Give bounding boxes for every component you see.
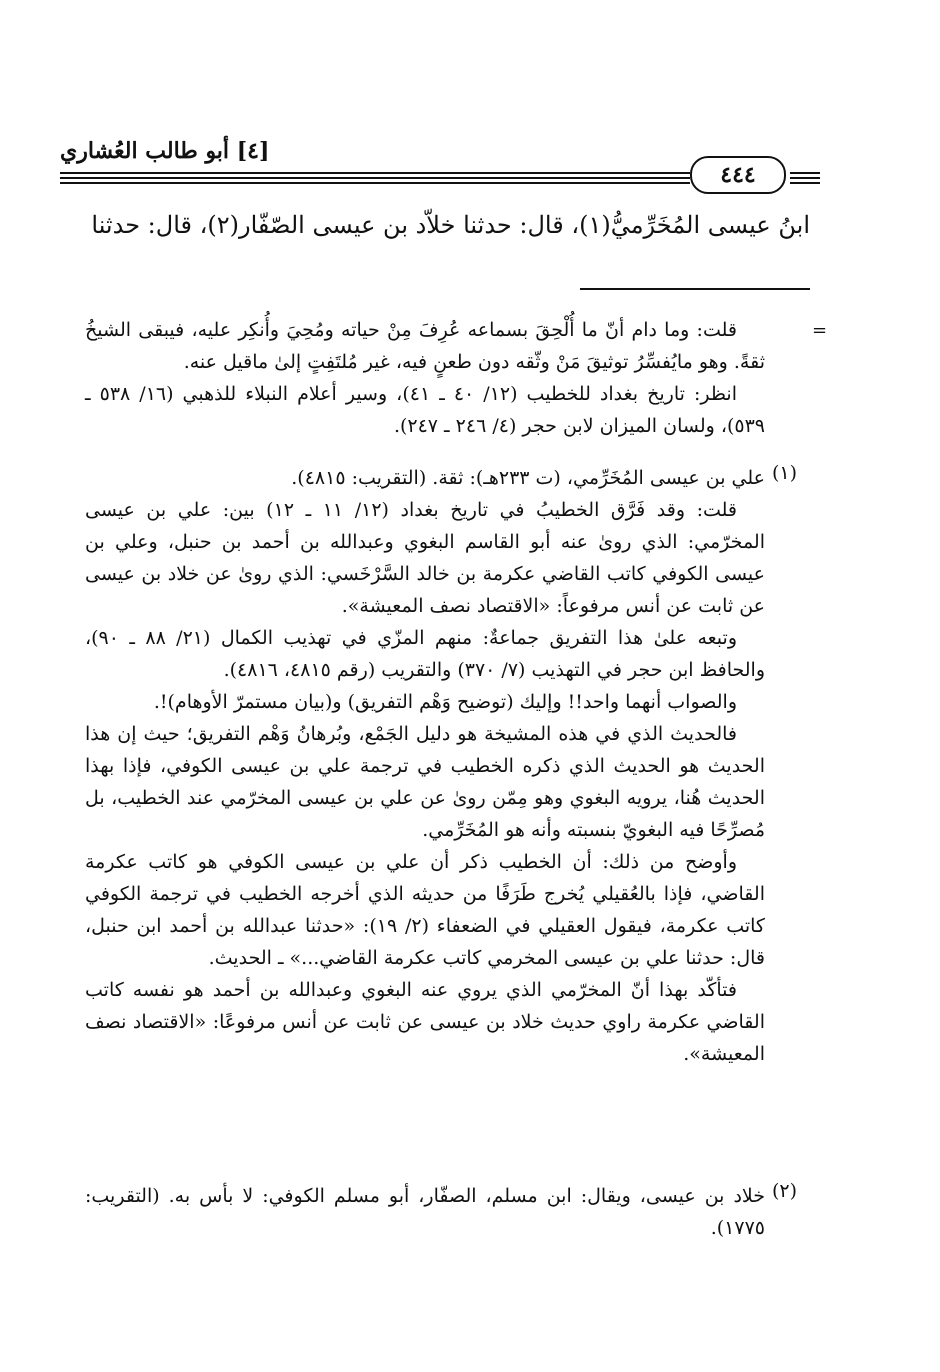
- footnote-paragraph: وأوضح من ذلك: أن الخطيب ذكر أن علي بن عيسى الكوفي هو كاتب عكرمة القاضي، فإذا بالعُقيلي يُخرج طَرَفًا من حديثه الذي أخرجه الخطيب في ترجمة الكوفي كاتب عكرمة، فيقول العقيلي في الضعفاء (٢/ ١٩): «حدثنا عبدالله بن أحمد ابن حنبل، قال: حدثنا علي بن عيسى المخرمي كاتب عكرمة القاضي...» ـ الحديث.: [85, 851, 765, 969]
- footnote-paragraph: وتبعه علىٰ هذا التفريق جماعةٌ: منهم المزّي في تهذيب الكمال (٢١/ ٨٨ ـ ٩٠)، والحافظ ابن حجر في التهذيب (٧/ ٣٧٠) والتقريب (رقم ٤٨١٥، ٤٨١٦).: [85, 627, 765, 681]
- footnote-paragraph: فالحديث الذي في هذه المشيخة هو دليل الجَمْع، وبُرهانُ وَهْم التفريق؛ حيث إن هذا الحديث هو الحديث الذي ذكره الخطيب في ترجمة علي بن عيسى الكوفي، فإذا بهذا الحديث هُنا، يرويه البغوي وهو مِمّن روىٰ عن علي بن عيسى المخرّمي عند الخطيب، بل مُصرِّحًا فيه البغويّ بنسبته وأنه هو المُخَرِّمي.: [85, 723, 765, 841]
- header-rule-right-2: [790, 177, 820, 179]
- page-number: ٤٤٤: [720, 162, 756, 188]
- header-rule-right-1: [790, 172, 820, 174]
- footnote-number-2: (٢): [772, 1180, 798, 1202]
- footnote-separator: [580, 288, 810, 290]
- continuation-mark: =: [812, 320, 828, 341]
- footnote-paragraph: فتأكّد بهذا أنّ المخرّمي الذي يروي عنه البغوي وعبدالله بن أحمد هو نفسه كاتب القاضي عكرمة راوي حديث خلاد بن عيسى عن ثابت عن أنس مرفوعًا: «الاقتصاد نصف المعيشة».: [85, 979, 765, 1065]
- footnote-1: [85, 462, 765, 1070]
- footnote-2: [85, 1180, 765, 1244]
- running-header-title: [٤] أبو طالب العُشاري: [60, 138, 270, 164]
- main-text: ابنُ عيسى المُخَرِّميُّ(١)، قال: حدثنا خلاّد بن عيسى الصّفّار(٢)، قال: حدثنا: [91, 211, 810, 239]
- header-rule-2: [60, 177, 690, 179]
- page-number-badge: [690, 156, 786, 194]
- footnote-cont-paragraph: قلت: وما دام أنّ ما أُلْحِقَ بسماعه عُرِفَ مِنْ حياته ومُحِيَ وأُنكِر عليه، فيبقى الشيخُ ثقةً. وهو مايُفسِّرُ توثيقَ مَنْ وثّقه دون طعنٍ فيه، غير مُلتَفِتٍ إلىٰ ماقيل عنه.: [85, 319, 765, 373]
- footnote-paragraph: والصواب أنهما واحد!! وإليك (توضيح وَهْم التفريق) و(بيان مستمرّ الأوهام)!.: [153, 691, 737, 713]
- footnote-continuation: [85, 314, 765, 442]
- header-rule-right-3: [790, 182, 820, 184]
- footnote-cont-paragraph: انظر: تاريخ بغداد للخطيب (١٢/ ٤٠ ـ ٤١)، وسير أعلام النبلاء للذهبي (١٦/ ٥٣٨ ـ ٥٣٩)، ولسان الميزان لابن حجر (٤/ ٢٤٦ ـ ٢٤٧).: [85, 383, 765, 437]
- header-rule-1: [60, 172, 690, 174]
- header-rule-3: [60, 182, 690, 184]
- footnote-paragraph: قلت: وقد فَرَّق الخطيبُ في تاريخ بغداد (١٢/ ١١ ـ ١٢) بين: علي بن عيسى المخرّمي: الذي روىٰ عنه أبو القاسم البغوي وعبدالله بن أحمد بن حنبل، وعلي بن عيسى الكوفي كاتب القاضي عكرمة بن خالد السَّرْخَسي: الذي روىٰ عن خلاد بن عيسى عن ثابت عن أنس مرفوعاً: «الاقتصاد نصف المعيشة».: [85, 499, 765, 617]
- footnote-paragraph: علي بن عيسى المُخَرِّمي، (ت ٢٣٣هـ): ثقة. (التقريب: ٤٨١٥).: [291, 467, 765, 489]
- footnote-number-1: (١): [772, 462, 798, 484]
- footnote-paragraph: خلاد بن عيسى، ويقال: ابن مسلم، الصفّار، أبو مسلم الكوفي: لا بأس به. (التقريب: ١٧٧٥).: [85, 1185, 765, 1239]
